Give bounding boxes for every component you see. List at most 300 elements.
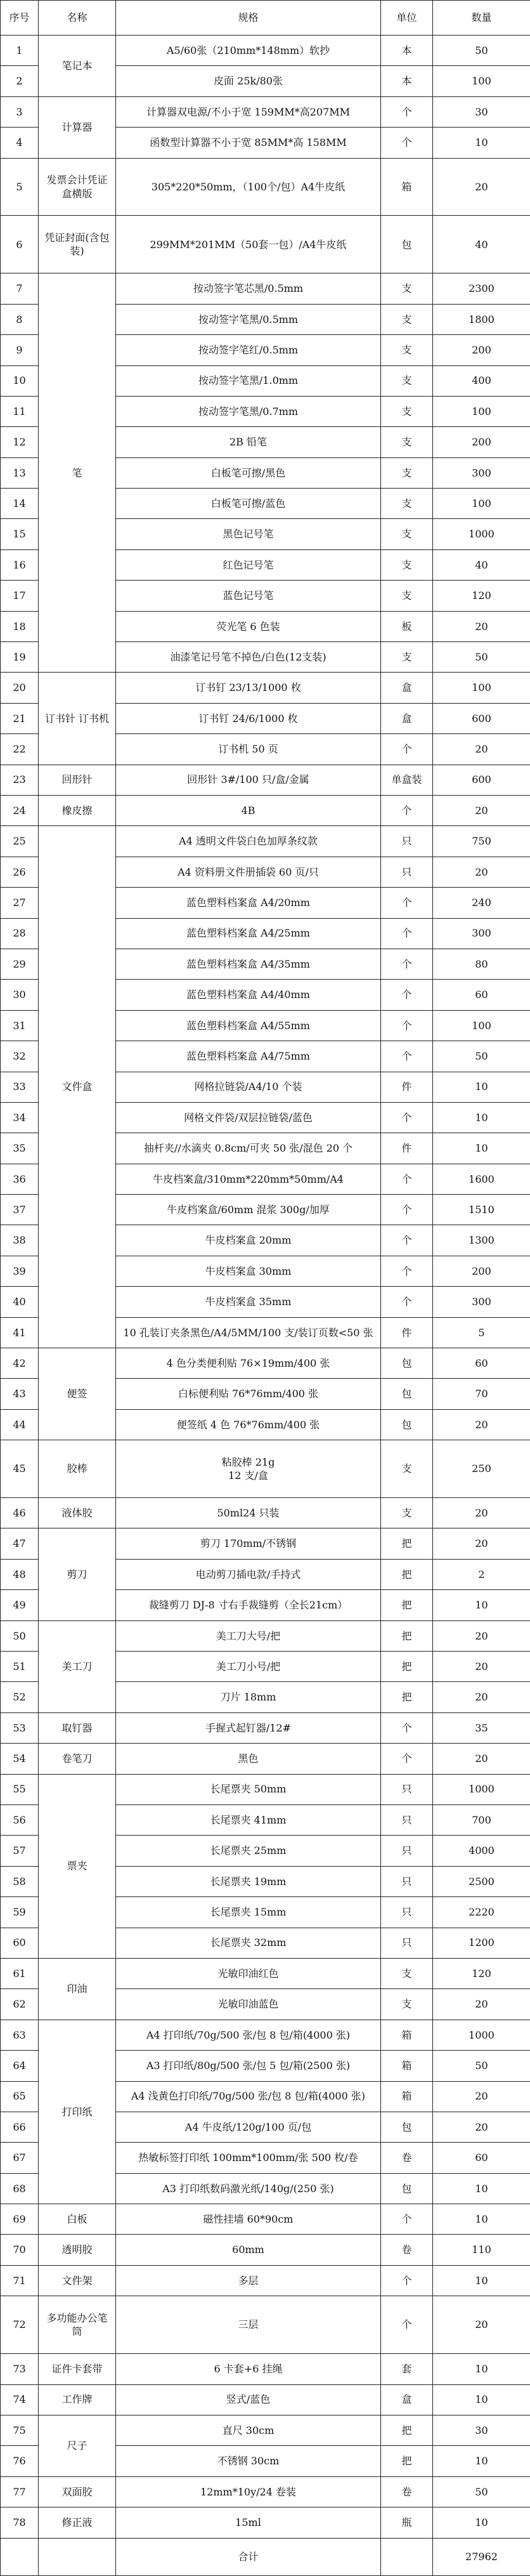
- row-qty: 20: [433, 795, 530, 825]
- row-qty: 20: [433, 1528, 530, 1559]
- total-blank-no: [1, 2539, 39, 2576]
- row-unit: 支: [381, 457, 433, 488]
- row-spec: A4 打印纸/70g/500 张/包 8 包/箱(4000 张): [116, 2020, 381, 2050]
- row-unit: 支: [381, 427, 433, 457]
- row-qty: 10: [433, 2384, 530, 2415]
- row-no: 77: [1, 2476, 39, 2507]
- row-unit: 卷: [381, 2235, 433, 2265]
- row-qty: 10: [433, 2507, 530, 2539]
- row-spec: 牛皮档案盒 20mm: [116, 1225, 381, 1256]
- row-qty: 110: [433, 2235, 530, 2265]
- row-spec: A4 资料册文件册插袋 60 页/只: [116, 857, 381, 887]
- table-row: [1, 1774, 530, 1804]
- row-qty: 10: [433, 128, 530, 158]
- row-qty: 10: [433, 2265, 530, 2296]
- row-unit: 把: [381, 1620, 433, 1651]
- row-no: 75: [1, 2415, 39, 2445]
- row-qty: 50: [433, 36, 530, 66]
- row-no: 64: [1, 2051, 39, 2081]
- row-unit: 箱: [381, 2051, 433, 2081]
- row-unit: 把: [381, 1528, 433, 1559]
- table-row: [1, 2265, 530, 2296]
- row-name: 笔: [39, 273, 116, 673]
- row-no: 78: [1, 2507, 39, 2539]
- header-qty: 数量: [433, 1, 530, 36]
- row-spec: 皮面 25k/80张: [116, 66, 381, 96]
- row-spec: 裁缝剪刀 DJ-8 寸右手裁缝剪（全长21cm）: [116, 1590, 381, 1620]
- table-row: [1, 2235, 530, 2265]
- row-unit: 支: [381, 1440, 433, 1498]
- row-spec: A3 打印纸数码激光纸/140g/(250 张): [116, 2173, 381, 2204]
- row-qty: 4000: [433, 1836, 530, 1866]
- total-row: [1, 2539, 530, 2576]
- row-spec: 电动剪刀插电款/手持式: [116, 1559, 381, 1589]
- row-no: 19: [1, 642, 39, 673]
- row-qty: 300: [433, 918, 530, 949]
- row-qty: 1510: [433, 1195, 530, 1225]
- row-qty: 20: [433, 734, 530, 765]
- row-no: 4: [1, 128, 39, 158]
- row-qty: 2300: [433, 273, 530, 304]
- row-qty: 60: [433, 2143, 530, 2173]
- row-no: 76: [1, 2446, 39, 2476]
- table-row: [1, 1620, 530, 1651]
- row-qty: 1000: [433, 1774, 530, 1804]
- row-spec: A5/60张（210mm*148mm）软抄: [116, 36, 381, 66]
- table-row: [1, 795, 530, 825]
- row-unit: 本: [381, 36, 433, 66]
- row-unit: 箱: [381, 158, 433, 216]
- row-name: 印油: [39, 1958, 116, 2020]
- row-no: 29: [1, 949, 39, 979]
- total-qty: 27962: [433, 2539, 530, 2576]
- row-spec: 305*220*50mm，（100个/包）A4牛皮纸: [116, 158, 381, 216]
- row-unit: 只: [381, 1928, 433, 1958]
- row-name: 凭证封面(含包装): [39, 216, 116, 273]
- row-no: 39: [1, 1256, 39, 1286]
- table-row: [1, 1744, 530, 1774]
- row-qty: 240: [433, 888, 530, 918]
- row-qty: 35: [433, 1712, 530, 1743]
- row-qty: 10: [433, 1102, 530, 1133]
- row-no: 70: [1, 2235, 39, 2265]
- row-qty: 10: [433, 2354, 530, 2384]
- row-unit: 只: [381, 1836, 433, 1866]
- row-no: 53: [1, 1712, 39, 1743]
- row-no: 24: [1, 795, 39, 825]
- row-unit: 个: [381, 1287, 433, 1317]
- header-spec: 规格: [116, 1, 381, 36]
- row-no: 30: [1, 980, 39, 1010]
- row-no: 40: [1, 1287, 39, 1317]
- row-qty: 80: [433, 949, 530, 979]
- row-no: 38: [1, 1225, 39, 1256]
- row-spec: 竖式/蓝色: [116, 2384, 381, 2415]
- table-row: [1, 2507, 530, 2539]
- row-qty: 200: [433, 1256, 530, 1286]
- row-qty: 1600: [433, 1164, 530, 1194]
- row-no: 32: [1, 1041, 39, 1072]
- row-no: 48: [1, 1559, 39, 1589]
- row-unit: 件: [381, 1072, 433, 1102]
- row-qty: 20: [433, 1652, 530, 1682]
- total-blank-unit: [381, 2539, 433, 2576]
- row-unit: 个: [381, 949, 433, 979]
- row-spec: 粘胶棒 21g 12 支/盒: [116, 1440, 381, 1498]
- row-spec: 60mm: [116, 2235, 381, 2265]
- row-no: 35: [1, 1133, 39, 1164]
- table-row: [1, 826, 530, 857]
- row-qty: 600: [433, 765, 530, 795]
- row-name: 胶棒: [39, 1440, 116, 1498]
- row-name: 多功能办公笔筒: [39, 2296, 116, 2354]
- row-spec: 牛皮档案盒 35mm: [116, 1287, 381, 1317]
- row-unit: 支: [381, 581, 433, 611]
- row-qty: 2220: [433, 1897, 530, 1928]
- row-qty: 40: [433, 216, 530, 273]
- row-no: 13: [1, 457, 39, 488]
- row-spec: 订书机 50 页: [116, 734, 381, 765]
- row-unit: 个: [381, 2204, 433, 2235]
- row-qty: 200: [433, 427, 530, 457]
- row-no: 66: [1, 2112, 39, 2142]
- row-qty: 20: [433, 1620, 530, 1651]
- row-no: 57: [1, 1836, 39, 1866]
- row-spec: 网格拉链袋/A4/10 个装: [116, 1072, 381, 1102]
- row-unit: 只: [381, 826, 433, 857]
- row-qty: 100: [433, 673, 530, 703]
- row-name: 票夹: [39, 1774, 116, 1958]
- row-qty: 120: [433, 581, 530, 611]
- row-qty: 40: [433, 549, 530, 580]
- row-name: 橡皮擦: [39, 795, 116, 825]
- row-spec: 回形针 3#/100 只/盒/金属: [116, 765, 381, 795]
- row-qty: 60: [433, 980, 530, 1010]
- row-no: 16: [1, 549, 39, 580]
- row-no: 74: [1, 2384, 39, 2415]
- row-unit: 把: [381, 2415, 433, 2445]
- row-unit: 个: [381, 2265, 433, 2296]
- row-name: 计算器: [39, 96, 116, 158]
- row-qty: 100: [433, 396, 530, 426]
- row-qty: 20: [433, 611, 530, 641]
- row-qty: 10: [433, 2204, 530, 2235]
- row-unit: 卷: [381, 2476, 433, 2507]
- row-unit: 只: [381, 1897, 433, 1928]
- table-row: [1, 158, 530, 216]
- row-unit: 个: [381, 1164, 433, 1194]
- row-spec: 299MM*201MM（50套一包）/A4牛皮纸: [116, 216, 381, 273]
- row-unit: 个: [381, 980, 433, 1010]
- row-spec: 蓝色塑料档案盒 A4/25mm: [116, 918, 381, 949]
- row-spec: 直尺 30cm: [116, 2415, 381, 2445]
- row-name: 卷笔刀: [39, 1744, 116, 1774]
- row-qty: 20: [433, 1682, 530, 1712]
- row-unit: 盒: [381, 673, 433, 703]
- row-spec: 刀片 18mm: [116, 1682, 381, 1712]
- row-spec: 手握式起钉器/12#: [116, 1712, 381, 1743]
- header-unit: 单位: [381, 1, 433, 36]
- row-unit: 个: [381, 1256, 433, 1286]
- row-spec: 2B 铅笔: [116, 427, 381, 457]
- row-unit: 个: [381, 1195, 433, 1225]
- row-no: 60: [1, 1928, 39, 1958]
- row-spec: 抽杆夹//水滴夹 0.8cm/可夹 50 张/混色 20 个: [116, 1133, 381, 1164]
- table-row: [1, 1498, 530, 1528]
- row-spec: 长尾票夹 19mm: [116, 1866, 381, 1896]
- row-qty: 10: [433, 2446, 530, 2476]
- row-no: 73: [1, 2354, 39, 2384]
- table-row: [1, 216, 530, 273]
- row-qty: 250: [433, 1440, 530, 1498]
- row-unit: 只: [381, 1866, 433, 1896]
- row-unit: 瓶: [381, 2507, 433, 2539]
- row-unit: 盒: [381, 703, 433, 733]
- row-unit: 支: [381, 396, 433, 426]
- row-qty: 1300: [433, 1225, 530, 1256]
- row-no: 58: [1, 1866, 39, 1896]
- row-qty: 20: [433, 1409, 530, 1440]
- row-unit: 卷: [381, 2143, 433, 2173]
- row-no: 36: [1, 1164, 39, 1194]
- row-no: 8: [1, 304, 39, 334]
- row-unit: 个: [381, 734, 433, 765]
- row-unit: 支: [381, 304, 433, 334]
- row-qty: 20: [433, 158, 530, 216]
- row-spec: 长尾票夹 41mm: [116, 1804, 381, 1835]
- row-spec: 剪刀 170mm/不锈钢: [116, 1528, 381, 1559]
- row-name: 证件卡套带: [39, 2354, 116, 2384]
- table-row: [1, 2020, 530, 2050]
- row-unit: 个: [381, 1712, 433, 1743]
- row-qty: 20: [433, 1498, 530, 1528]
- row-no: 31: [1, 1010, 39, 1041]
- row-no: 6: [1, 216, 39, 273]
- row-unit: 包: [381, 1409, 433, 1440]
- row-qty: 20: [433, 2296, 530, 2354]
- row-unit: 支: [381, 519, 433, 549]
- row-spec: 白板笔可擦/蓝色: [116, 489, 381, 519]
- table-row: [1, 2296, 530, 2354]
- row-spec: 蓝色塑料档案盒 A4/20mm: [116, 888, 381, 918]
- row-spec: 不锈钢 30cm: [116, 2446, 381, 2476]
- row-spec: 牛皮档案盒/60mm 混浆 300g/加厚: [116, 1195, 381, 1225]
- row-no: 51: [1, 1652, 39, 1682]
- table-row: [1, 1528, 530, 1559]
- row-no: 67: [1, 2143, 39, 2173]
- row-unit: 支: [381, 1989, 433, 2020]
- row-no: 5: [1, 158, 39, 216]
- row-spec: 便签纸 4 色 76*76mm/400 张: [116, 1409, 381, 1440]
- row-no: 18: [1, 611, 39, 641]
- table-row: [1, 2204, 530, 2235]
- row-qty: 50: [433, 642, 530, 673]
- row-unit: 支: [381, 489, 433, 519]
- row-no: 26: [1, 857, 39, 887]
- row-no: 44: [1, 1409, 39, 1440]
- row-spec: 光敏印油蓝色: [116, 1989, 381, 2020]
- row-qty: 20: [433, 1989, 530, 2020]
- row-unit: 个: [381, 128, 433, 158]
- row-spec: 白板笔可擦/黑色: [116, 457, 381, 488]
- row-no: 22: [1, 734, 39, 765]
- row-spec: A4 牛皮纸/120g/100 页/包: [116, 2112, 381, 2142]
- row-spec: A3 打印纸/80g/500 张/包 5 包/箱(2500 张): [116, 2051, 381, 2081]
- row-unit: 只: [381, 857, 433, 887]
- row-spec: 长尾票夹 15mm: [116, 1897, 381, 1928]
- table-row: [1, 2476, 530, 2507]
- row-spec: 长尾票夹 50mm: [116, 1774, 381, 1804]
- row-spec: 美工刀大号/把: [116, 1620, 381, 1651]
- row-qty: 50: [433, 1041, 530, 1072]
- row-qty: 10: [433, 1133, 530, 1164]
- row-spec: 50ml24 只装: [116, 1498, 381, 1528]
- row-qty: 2: [433, 1559, 530, 1589]
- table-row: [1, 673, 530, 703]
- row-spec: 热敏标签打印纸 100mm*100mm/张 500 枚/卷: [116, 2143, 381, 2173]
- row-name: 发票会计凭证盒横版: [39, 158, 116, 216]
- row-unit: 把: [381, 1652, 433, 1682]
- row-name: 双面胶: [39, 2476, 116, 2507]
- row-no: 23: [1, 765, 39, 795]
- row-name: 取钉器: [39, 1712, 116, 1743]
- row-spec: 4B: [116, 795, 381, 825]
- row-name: 笔记本: [39, 36, 116, 97]
- row-unit: 包: [381, 1348, 433, 1379]
- table-row: [1, 1348, 530, 1379]
- row-name: 文件盒: [39, 826, 116, 1348]
- row-unit: 包: [381, 1379, 433, 1409]
- row-no: 10: [1, 365, 39, 396]
- row-no: 9: [1, 335, 39, 365]
- row-unit: 只: [381, 1774, 433, 1804]
- row-qty: 750: [433, 826, 530, 857]
- row-no: 65: [1, 2081, 39, 2112]
- row-unit: 套: [381, 2354, 433, 2384]
- row-spec: 订书钉 23/13/1000 枚: [116, 673, 381, 703]
- row-unit: 支: [381, 1958, 433, 1988]
- row-spec: 蓝色塑料档案盒 A4/75mm: [116, 1041, 381, 1072]
- row-no: 41: [1, 1317, 39, 1348]
- row-name: 白板: [39, 2204, 116, 2235]
- row-unit: 箱: [381, 2020, 433, 2050]
- row-unit: 把: [381, 1559, 433, 1589]
- row-unit: 个: [381, 918, 433, 949]
- row-name: 打印纸: [39, 2020, 116, 2204]
- header-name: 名称: [39, 1, 116, 36]
- table-row: [1, 96, 530, 127]
- row-qty: 50: [433, 2476, 530, 2507]
- row-no: 7: [1, 273, 39, 304]
- row-qty: 1000: [433, 2020, 530, 2050]
- row-no: 27: [1, 888, 39, 918]
- table-row: [1, 765, 530, 795]
- row-spec: 黑色: [116, 1744, 381, 1774]
- row-unit: 盒: [381, 2384, 433, 2415]
- row-no: 20: [1, 673, 39, 703]
- row-unit: 个: [381, 96, 433, 127]
- row-no: 47: [1, 1528, 39, 1559]
- row-no: 62: [1, 1989, 39, 2020]
- row-no: 15: [1, 519, 39, 549]
- row-qty: 20: [433, 2112, 530, 2142]
- row-qty: 100: [433, 66, 530, 96]
- total-label: 合计: [116, 2539, 381, 2576]
- row-spec: 按动签字笔黑/0.7mm: [116, 396, 381, 426]
- row-spec: 多层: [116, 2265, 381, 2296]
- row-name: 尺子: [39, 2415, 116, 2476]
- row-spec: 按动签字笔红/0.5mm: [116, 335, 381, 365]
- row-spec: 4 色分类便利贴 76×19mm/400 张: [116, 1348, 381, 1379]
- row-spec: 6 卡套+6 挂绳: [116, 2354, 381, 2384]
- row-qty: 300: [433, 1287, 530, 1317]
- row-no: 17: [1, 581, 39, 611]
- row-no: 43: [1, 1379, 39, 1409]
- row-unit: 个: [381, 2296, 433, 2354]
- row-spec: 按动签字笔黑/0.5mm: [116, 304, 381, 334]
- row-qty: 1000: [433, 519, 530, 549]
- row-qty: 300: [433, 457, 530, 488]
- total-blank-name: [39, 2539, 116, 2576]
- header-no: 序号: [1, 1, 39, 36]
- row-qty: 20: [433, 857, 530, 887]
- row-qty: 10: [433, 2173, 530, 2204]
- row-unit: 包: [381, 216, 433, 273]
- row-no: 34: [1, 1102, 39, 1133]
- row-no: 45: [1, 1440, 39, 1498]
- row-spec: 白标便利贴 76*76mm/400 张: [116, 1379, 381, 1409]
- row-unit: 只: [381, 1804, 433, 1835]
- row-unit: 把: [381, 2446, 433, 2476]
- row-unit: 个: [381, 795, 433, 825]
- row-no: 59: [1, 1897, 39, 1928]
- row-qty: 1200: [433, 1928, 530, 1958]
- table-row: [1, 1958, 530, 1988]
- row-qty: 120: [433, 1958, 530, 1988]
- row-name: 透明胶: [39, 2235, 116, 2265]
- row-spec: 10 孔装订夹条黑色/A4/5MM/100 支/装订页数<50 张: [116, 1317, 381, 1348]
- row-qty: 1800: [433, 304, 530, 334]
- row-name: 美工刀: [39, 1620, 116, 1712]
- table-row: [1, 2354, 530, 2384]
- row-spec: 磁性挂墙 60*90cm: [116, 2204, 381, 2235]
- row-spec: 三层: [116, 2296, 381, 2354]
- header-row: [1, 1, 530, 36]
- row-qty: 600: [433, 703, 530, 733]
- row-no: 12: [1, 427, 39, 457]
- row-unit: 支: [381, 335, 433, 365]
- row-unit: 把: [381, 1682, 433, 1712]
- row-spec: 函数型计算器不小于宽 85MM*高 158MM: [116, 128, 381, 158]
- table-row: [1, 273, 530, 304]
- row-no: 46: [1, 1498, 39, 1528]
- row-no: 25: [1, 826, 39, 857]
- row-unit: 件: [381, 1133, 433, 1164]
- row-no: 50: [1, 1620, 39, 1651]
- table-row: [1, 2415, 530, 2445]
- row-qty: 100: [433, 489, 530, 519]
- row-qty: 400: [433, 365, 530, 396]
- row-qty: 10: [433, 1072, 530, 1102]
- row-spec: 长尾票夹 25mm: [116, 1836, 381, 1866]
- row-qty: 30: [433, 2415, 530, 2445]
- row-no: 11: [1, 396, 39, 426]
- row-qty: 20: [433, 1744, 530, 1774]
- row-spec: A4 浅黄色打印纸/70g/500 张/包 8 包/箱(4000 张): [116, 2081, 381, 2112]
- row-no: 52: [1, 1682, 39, 1712]
- row-spec: 按动签字笔芯黑/0.5mm: [116, 273, 381, 304]
- row-spec: 红色记号笔: [116, 549, 381, 580]
